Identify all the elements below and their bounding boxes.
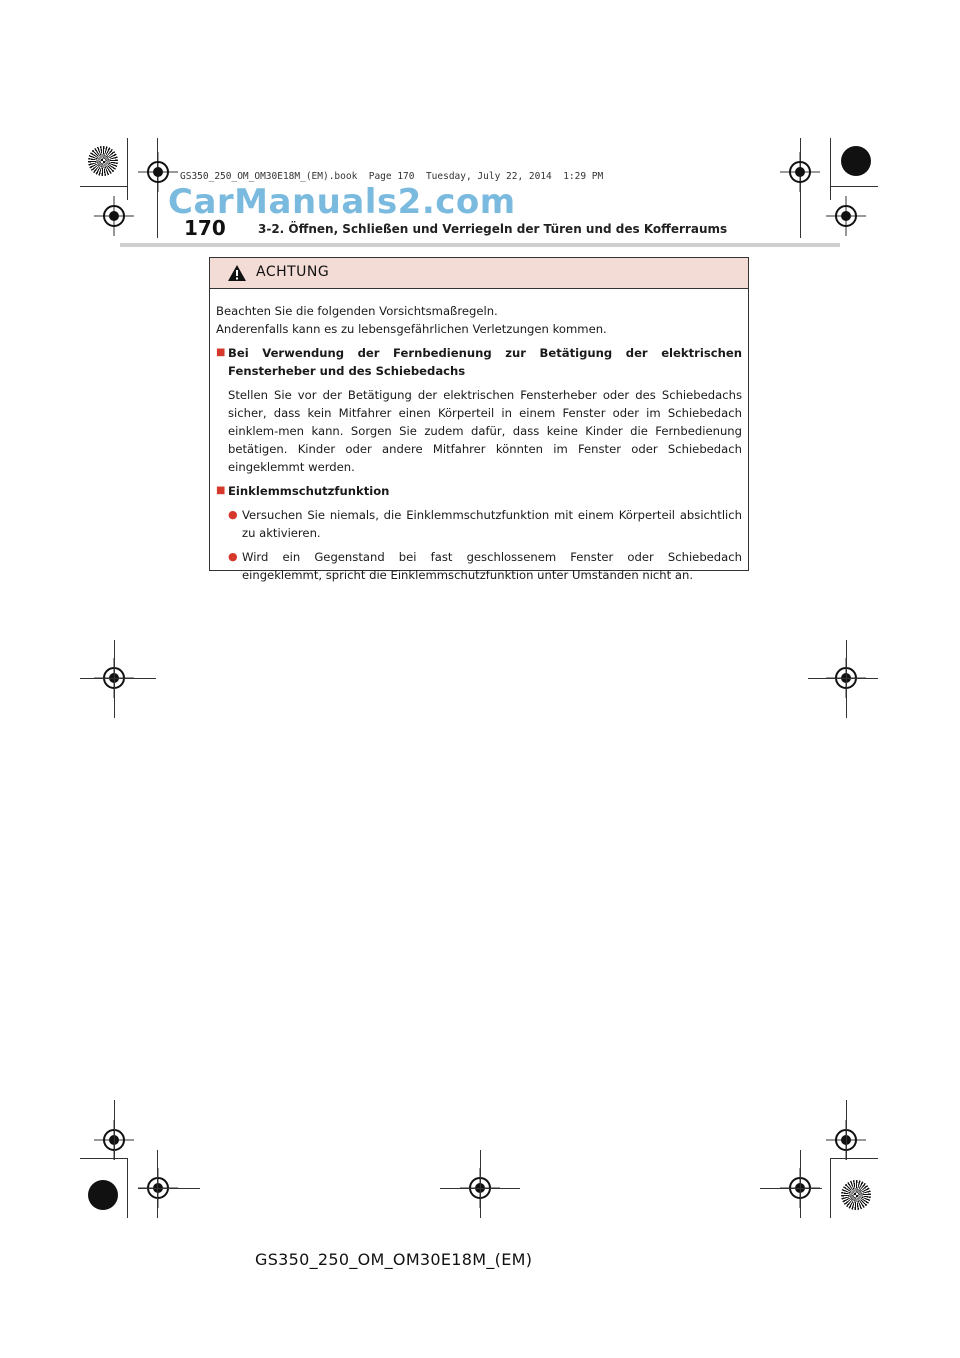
crop-line: [846, 640, 847, 718]
warning-intro-line: Beachten Sie die folgenden Vorsichtsmaßregeln.: [216, 304, 498, 318]
warning-intro-line: Anderenfalls kann es zu lebensgefährlichen Verletzungen kommen.: [216, 322, 607, 336]
crop-line: [114, 1100, 115, 1160]
crop-line: [157, 1150, 158, 1218]
bullet-text: Wird ein Gegenstand bei fast geschlossenem Fenster oder Schiebedach eingeklemmt, spricht die Einklemmschutzfunktion unter Umständen nicht an.: [242, 550, 742, 582]
red-dot-bullet-icon: ●: [228, 550, 238, 563]
registration-mark-icon: [94, 196, 134, 236]
crop-line: [80, 1158, 128, 1159]
warning-bullet: [216, 506, 742, 542]
crop-line: [830, 186, 878, 187]
warning-header: [210, 258, 748, 289]
warning-triangle-icon: [227, 264, 247, 282]
warning-title: ACHTUNG: [256, 264, 330, 280]
page-number: 170: [184, 216, 226, 240]
warning-item-heading: [216, 344, 742, 380]
warning-item-text: Stellen Sie vor der Betätigung der elektrischen Fensterheber oder des Schiebedachs sicher, dass kein Mitfahrer einen Körperteil in einem Fenster oder im Schiebedach einklem-men kann. Sorgen Sie zudem dafür, dass keine Kinder die Fernbedienung betätigen. Kinder oder andere Mitfahrer könnten im Fenster oder Schiebedach eingeklemmt werden.: [228, 388, 742, 474]
crop-line: [127, 1158, 128, 1218]
crop-line: [127, 138, 128, 200]
item-heading-text: Einklemmschutzfunktion: [228, 484, 390, 498]
warning-box: [209, 257, 749, 582]
crop-line: [760, 1188, 822, 1189]
section-title: 3-2. Öffnen, Schließen und Verriegeln der Türen und des Kofferraums: [258, 222, 728, 236]
item-heading-text: Bei Verwendung der Fernbedienung zur Betätigung der elektrischen Fensterheber und des Schiebedachs: [228, 346, 742, 378]
black-dot-mark-icon: [88, 1180, 118, 1210]
red-square-bullet-icon: ■: [216, 485, 226, 496]
red-dot-bullet-icon: ●: [228, 508, 238, 521]
crop-line: [114, 640, 115, 718]
crop-line: [480, 1150, 481, 1218]
crop-line: [800, 1150, 801, 1218]
sunburst-mark-icon: [841, 1180, 871, 1210]
crop-line: [80, 678, 156, 679]
crop-line: [830, 138, 831, 200]
watermark-logo: CarManuals2.com: [168, 182, 516, 222]
warning-item-heading: [216, 482, 742, 500]
crop-line: [846, 1100, 847, 1160]
red-square-bullet-icon: ■: [216, 347, 226, 358]
warning-body: [216, 302, 742, 584]
registration-mark-icon: [826, 196, 866, 236]
sunburst-mark-icon: [88, 146, 118, 176]
footer-doc-code: GS350_250_OM_OM30E18M_(EM): [255, 1250, 533, 1269]
crop-line: [830, 1158, 878, 1159]
registration-mark-icon: [780, 152, 820, 192]
crop-line: [808, 678, 878, 679]
crop-line: [80, 186, 128, 187]
header-rule: [120, 243, 840, 247]
bullet-text: Versuchen Sie niemals, die Einklemmschutzfunktion mit einem Körperteil absichtlich zu aktivieren.: [242, 508, 742, 540]
warning-bullet: [216, 548, 742, 584]
crop-line: [830, 1158, 831, 1218]
black-dot-mark-icon: [841, 146, 871, 176]
book-info-line: GS350_250_OM_OM30E18M_(EM).book Page 170 Tuesday, July 22, 2014 1:29 PM: [180, 171, 604, 182]
crop-line: [138, 1188, 200, 1189]
